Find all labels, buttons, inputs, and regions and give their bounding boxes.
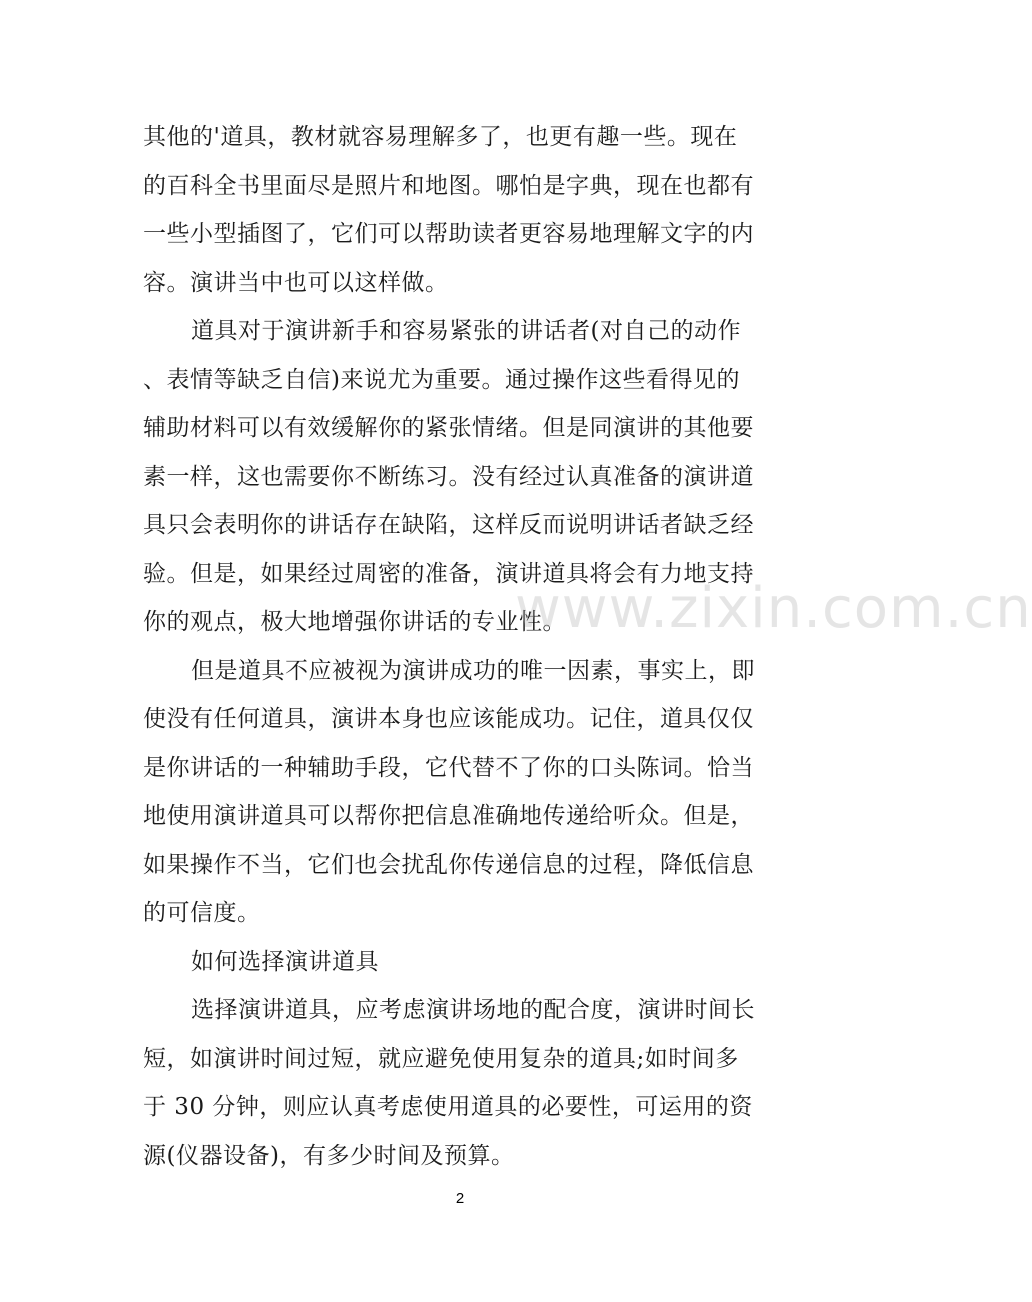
text-line: 使没有任何道具，演讲本身也应该能成功。记住，道具仅仅 xyxy=(143,706,754,732)
text-line: 的可信度。 xyxy=(143,900,261,926)
paragraph-first-line: 选择演讲道具，应考虑演讲场地的配合度，演讲时间长 xyxy=(191,997,755,1023)
text-line: 地使用演讲道具可以帮你把信息准确地传递给听众。但是， xyxy=(143,803,754,829)
text-line: 素一样，这也需要你不断练习。没有经过认真准备的演讲道 xyxy=(143,463,754,490)
body-text xyxy=(143,113,783,1180)
text-line: 一些小型插图了，它们可以帮助读者更容易地理解文字的内 xyxy=(143,221,754,247)
paragraph-first-line: 道具对于演讲新手和容易紧张的讲话者(对自己的动作 xyxy=(191,318,741,344)
text-line: 、表情等缺乏自信)来说尤为重要。通过操作这些看得见的 xyxy=(143,366,740,393)
paragraph-first-line: 但是道具不应被视为演讲成功的唯一因素，事实上，即 xyxy=(191,657,755,684)
text-line: 具只会表明你的讲话存在缺陷，这样反而说明讲话者缺乏经 xyxy=(143,512,754,538)
section-heading: 如何选择演讲道具 xyxy=(191,948,379,975)
text-line: 短，如演讲时间过短，就应避免使用复杂的道具;如时间多 xyxy=(143,1045,739,1072)
text-line: 你的观点，极大地增强你讲话的专业性。 xyxy=(143,609,566,635)
text-line: 的百科全书里面尽是照片和地图。哪怕是字典，现在也都有 xyxy=(143,172,754,199)
text-line: 辅助材料可以有效缓解你的紧张情绪。但是同演讲的其他要 xyxy=(143,415,754,441)
watermark: www.zixin.com.cn xyxy=(515,576,1032,641)
text-line: 验。但是，如果经过周密的准备，演讲道具将会有力地支持 xyxy=(143,560,754,587)
text-line: 容。演讲当中也可以这样做。 xyxy=(143,269,449,296)
text-line: 源(仪器设备)，有多少时间及预算。 xyxy=(143,1142,515,1169)
text-line: 是你讲话的一种辅助手段，它代替不了你的口头陈词。恰当 xyxy=(143,754,754,781)
text-line: 其他的'道具，教材就容易理解多了，也更有趣一些。现在 xyxy=(143,124,738,150)
text-line: 于 30 分钟，则应认真考虑使用道具的必要性，可运用的资 xyxy=(143,1094,753,1120)
text-line: 如果操作不当，它们也会扰乱你传递信息的过程，降低信息 xyxy=(143,851,754,878)
page-number: 2 xyxy=(455,1190,465,1207)
